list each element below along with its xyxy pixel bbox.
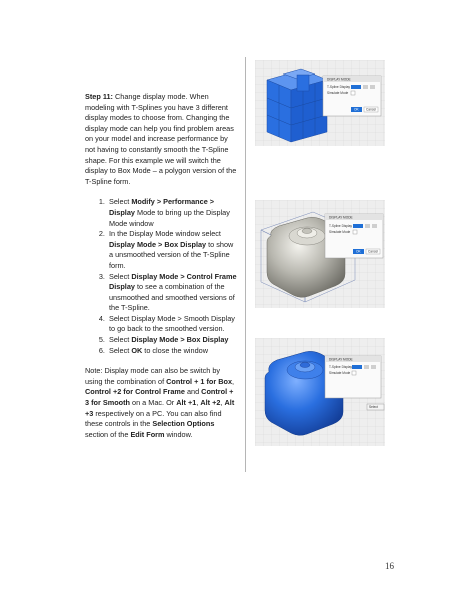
list-item: 1. Select Modify > Performance > Display Mode to bring up the Display Mode window (107, 197, 237, 229)
display-mode-toggle[interactable] (351, 85, 361, 89)
simulate-mode-checkbox[interactable] (351, 91, 355, 95)
simulate-mode-label: Simulate Mode (327, 91, 349, 95)
control-frame-figure (255, 200, 385, 308)
t-spline-display-label: T-Spline Display (329, 365, 353, 369)
dialog-title: DISPLAY MODE (329, 357, 353, 362)
t-spline-display-label: T-Spline Display (329, 224, 353, 228)
smooth-display-figure (255, 338, 385, 446)
note-paragraph: Note: Display mode can also be switch by using the combination of Control + 1 for Box, Control +2 for Control Frame and Control + 3 for Smooth on a Mac. Or Alt +1, Alt +2, Alt +3 respectively on a PC. You can also find these controls in the Selection Options section of the Edit Form window. (85, 366, 235, 439)
simulate-mode-label: Simulate Mode (329, 371, 351, 375)
display-mode-dialog[interactable] (323, 76, 381, 116)
t-spline-display-label: T-Spline Display (327, 85, 351, 89)
instruction-text (85, 92, 237, 450)
step-paragraph (85, 92, 237, 187)
box-display-figure (255, 60, 385, 146)
steps-list (85, 197, 237, 356)
list-item: 6. Select OK to close the window (107, 346, 237, 357)
svg-text:Cancel: Cancel (366, 107, 376, 112)
display-mode-dialog[interactable] (325, 356, 381, 398)
svg-text:OK: OK (354, 107, 359, 112)
svg-text:OK: OK (356, 249, 361, 254)
page-number: 16 (385, 561, 394, 571)
list-item: 2. In the Display Mode window select Display Mode > Box Display to show a unsmoothed version of the T-Spline form. (107, 229, 237, 271)
list-item: 3. Select Display Mode > Control Frame Display to see a combination of the unsmoothed and smoothed versions of the T-Spline. (107, 272, 237, 314)
simulate-mode-label: Simulate Mode (329, 230, 351, 234)
box-model (267, 69, 327, 142)
column-divider (245, 57, 246, 472)
display-mode-dialog[interactable] (325, 214, 383, 258)
screenshot-smooth-display (255, 338, 385, 446)
list-item: 4. Select Display Mode > Smooth Display to go back to the smoothed version. (107, 314, 237, 335)
screenshot-control-frame-display (255, 200, 385, 308)
dialog-title: DISPLAY MODE (329, 215, 353, 220)
screenshot-box-display (255, 60, 385, 146)
display-mode-toggle[interactable] (353, 224, 363, 228)
display-mode-toggle[interactable] (352, 365, 362, 369)
dialog-title: DISPLAY MODE (327, 77, 351, 82)
simulate-mode-checkbox[interactable] (352, 371, 356, 375)
simulate-mode-checkbox[interactable] (353, 230, 357, 234)
svg-text:Cancel: Cancel (368, 249, 378, 254)
step-heading: Step 11: (85, 92, 113, 101)
step-description: Change display mode. When modeling with T-Splines you have 3 different display modes to choose from. Changing the display mode can help you find problem areas on your model and increase performance by not having to constantly smooth the T-Spline shape. For this example we will switch the display to Box Mode – a polygon version of the T-Spline form. (85, 92, 237, 186)
svg-text:Select: Select (369, 405, 378, 410)
list-item: 5. Select Display Mode > Box Display (107, 335, 237, 346)
